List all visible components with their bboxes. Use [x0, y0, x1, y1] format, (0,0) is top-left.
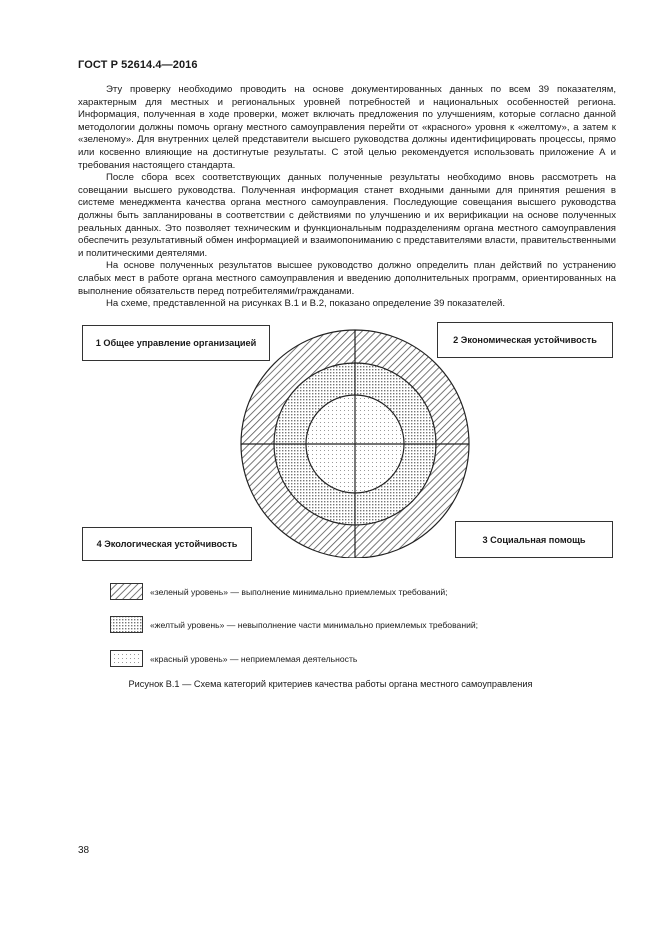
document-header: ГОСТ Р 52614.4—2016: [78, 59, 198, 71]
page-number: 38: [78, 845, 90, 856]
legend-label: «зеленый уровень» — выполнение минимально приемлемых требований;: [150, 586, 448, 597]
hatch-swatch-icon: [110, 583, 143, 600]
quadrant-1-box: 1 Общее управление организацией: [82, 325, 270, 361]
dense-dots-swatch-icon: [110, 616, 143, 633]
quadrant-4-box: 4 Экологическая устойчивость: [82, 527, 252, 561]
figure-b1: [0, 318, 661, 558]
paragraph: На схеме, представленной на рисунках В.1 и В.2, показано определение 39 показателей.: [106, 298, 506, 310]
paragraph: На основе полученных результатов высшее руководство должно определить план действий по устранению слабых мест в работе органа местного самоуправления и введению дополнительных программ, ориентированных на выполнение обязательств перед потребителями/гражданами.: [78, 260, 616, 297]
quadrant-3-box: 3 Социальная помощь: [455, 521, 613, 558]
legend-item-green: [110, 583, 448, 600]
paragraph: После сбора всех соответствующих данных полученные результаты необходимо вновь рассмотреть на совещании высшего руководства. Полученная информация станет входными данными для принятия решения в системе менеджмента качества органа местного самоуправления. Последующие совещания высшего руководства должны быть запланированы в соответствии с действиями по улучшению и их верификации на основе полученных реальных данных. Это позволяет техническим и функциональным подразделениям органа местного самоуправления обеспечить результативный обмен информацией и взаимопониманию с представителями власти, правительственными и политическими деятелями.: [78, 172, 616, 259]
quadrant-2-box: 2 Экономическая устойчивость: [437, 322, 613, 358]
body-text: [78, 84, 616, 311]
paragraph: Эту проверку необходимо проводить на основе документированных данных по всем 39 показателям, характерным для местных и региональных уровней потребностей и национальных особенностей региона. Информация, полученная в ходе проверки, может включать предложения по улучшениям, которые согласно данной методологии должны помочь органу местного самоуправления перейти от «красного» уровня к «желтому», а затем к «зеленому». Для внутренних целей представители высшего руководства должны идентифицировать процессы, прямо или косвенно влияющие на достигнутые результаты. С этой целью рекомендуется использовать приложение А и требования настоящего стандарта.: [78, 84, 616, 171]
legend-label: «красный уровень» — неприемлемая деятельность: [150, 653, 358, 664]
sparse-dots-swatch-icon: [110, 650, 143, 667]
legend-label: «желтый уровень» — невыполнение части минимально приемлемых требований;: [150, 619, 479, 630]
legend-item-yellow: [110, 616, 478, 633]
figure-caption: Рисунок В.1 — Схема категорий критериев качества работы органа местного самоуправления: [128, 679, 533, 689]
legend-item-red: [110, 650, 357, 667]
